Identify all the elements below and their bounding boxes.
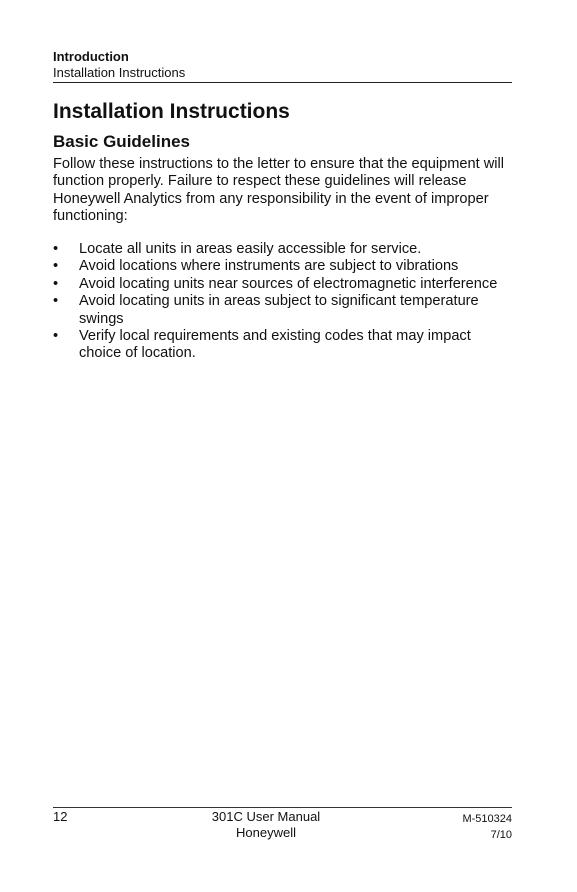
footer-doc-info — [462, 811, 512, 843]
list-item — [53, 276, 515, 293]
page-title: Installation Instructions — [53, 100, 290, 123]
doc-number: M-510324 — [462, 813, 512, 825]
bullet-icon: • — [53, 258, 59, 275]
bullet-icon: • — [53, 328, 59, 345]
list-item-text: Locate all units in areas easily accessible for service. — [79, 241, 422, 257]
bullet-icon: • — [53, 293, 59, 310]
guidelines-list — [53, 241, 515, 363]
company-name: Honeywell — [236, 825, 296, 840]
header-divider — [53, 82, 512, 83]
list-item — [53, 258, 515, 275]
page-number: 12 — [53, 809, 68, 824]
list-item-text: Avoid locating units near sources of electromagnetic interference — [79, 275, 498, 292]
header-section-title: Introduction — [53, 49, 129, 64]
list-item — [53, 293, 515, 328]
list-item-text: Avoid locating units in areas subject to significant temperature swings — [79, 293, 479, 327]
list-item — [53, 328, 515, 363]
list-item-text: Avoid locations where instruments are subject to vibrations — [79, 258, 459, 275]
revision-date: 7/10 — [490, 829, 512, 841]
page-header — [53, 49, 512, 81]
intro-paragraph: Follow these instructions to the letter to ensure that the equipment will function properly. Failure to respect these guidelines will release Honeywell Analytics from any responsibility in the event of improper functioning: — [53, 156, 505, 225]
section-title: Basic Guidelines — [53, 132, 190, 151]
bullet-icon: • — [53, 275, 59, 292]
list-item-text: Verify local requirements and existing codes that may impact choice of location. — [79, 328, 471, 362]
manual-title: 301C User Manual — [211, 809, 321, 824]
footer-divider — [53, 807, 512, 808]
list-item — [53, 241, 515, 258]
footer-center — [180, 809, 352, 841]
header-subsection-title: Installation Instructions — [53, 65, 186, 80]
bullet-icon: • — [53, 241, 59, 257]
